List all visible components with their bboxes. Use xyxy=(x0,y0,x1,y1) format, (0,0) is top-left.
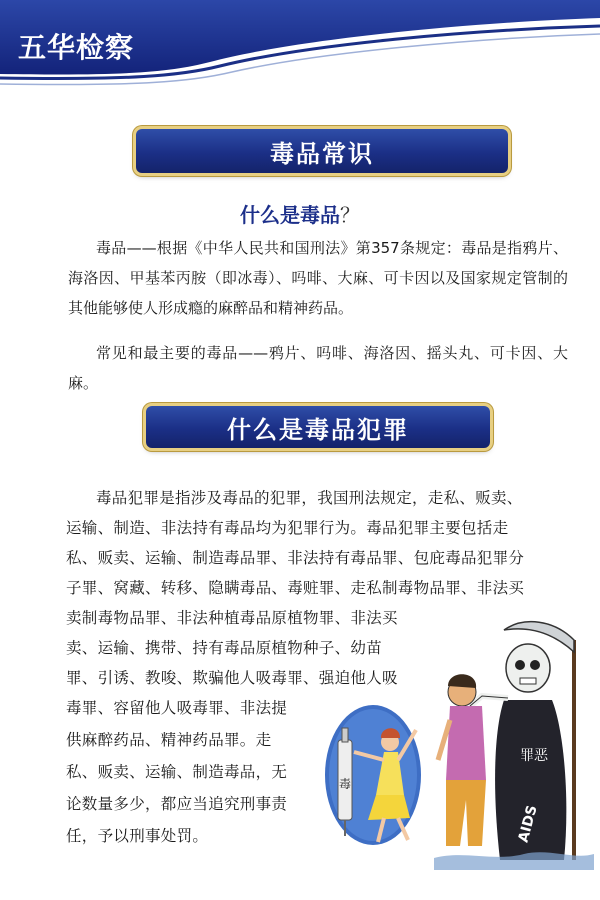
question-text: 什么是毒品 xyxy=(240,203,340,227)
brand-title: 五华检察 xyxy=(18,31,135,64)
robe-label: 罪恶 xyxy=(520,748,548,764)
skull xyxy=(506,644,550,692)
question-heading xyxy=(0,199,600,228)
crime-text-line: 卖、运输、携带、持有毒品原植物种子、幼苗 xyxy=(66,639,383,657)
man-pants xyxy=(446,780,486,846)
crime-text-line: 任，予以刑事处罚。 xyxy=(66,827,209,845)
crime-text-line: 卖制毒物品罪、非法种植毒品原植物罪、非法买 xyxy=(66,609,398,627)
crime-text-line: 论数量多少，都应当追究刑事责 xyxy=(66,795,288,813)
crime-text-line: 供麻醉药品、精神药品罪。走 xyxy=(66,731,272,749)
section-title-drug-crime: 什么是毒品犯罪 xyxy=(146,406,490,448)
crime-text-line: 子罪、窝藏、转移、隐瞒毒品、毒赃罪、走私制毒物品罪、非法买 xyxy=(66,579,525,597)
crime-text-line: 毒品犯罪是指涉及毒品的犯罪，我国刑法规定，走私、贩卖、 xyxy=(96,489,523,507)
crime-text-line: 罪、引诱、教唆、欺骗他人吸毒罪、强迫他人吸 xyxy=(66,669,398,687)
syringe-dancer-illustration xyxy=(318,700,428,850)
common-drugs-paragraph: 常见和最主要的毒品——鸦片、吗啡、海洛因、摇头丸、可卡因、大麻。 xyxy=(68,344,568,392)
crime-text-line: 运输、制造、非法持有毒品均为犯罪行为。毒品犯罪主要包括走 xyxy=(66,519,509,537)
grim-reaper-illustration xyxy=(434,610,594,870)
syringe-label: 毒 xyxy=(338,777,352,791)
question-mark: ？ xyxy=(340,203,360,227)
crime-text-line: 私、贩卖、运输、制造毒品，无 xyxy=(66,763,288,781)
man-shirt xyxy=(446,706,486,780)
aids-label: AIDS xyxy=(515,803,541,845)
definition-paragraph: 毒品——根据《中华人民共和国刑法》第357条规定：毒品是指鸦片、海洛因、甲基苯丙胺（即冰毒）、吗啡、大麻、可卡因以及国家规定管制的其他能够使人形成瘾的麻醉品和精神药品。 xyxy=(68,239,568,317)
header-banner xyxy=(0,0,600,90)
section-title-drug-knowledge: 毒品常识 xyxy=(136,129,508,173)
crime-text-line: 毒罪、容留他人吸毒罪、非法提 xyxy=(66,699,288,717)
crime-text-line: 私、贩卖、运输、制造毒品罪、非法持有毒品罪、包庇毒品犯罪分 xyxy=(66,549,525,567)
